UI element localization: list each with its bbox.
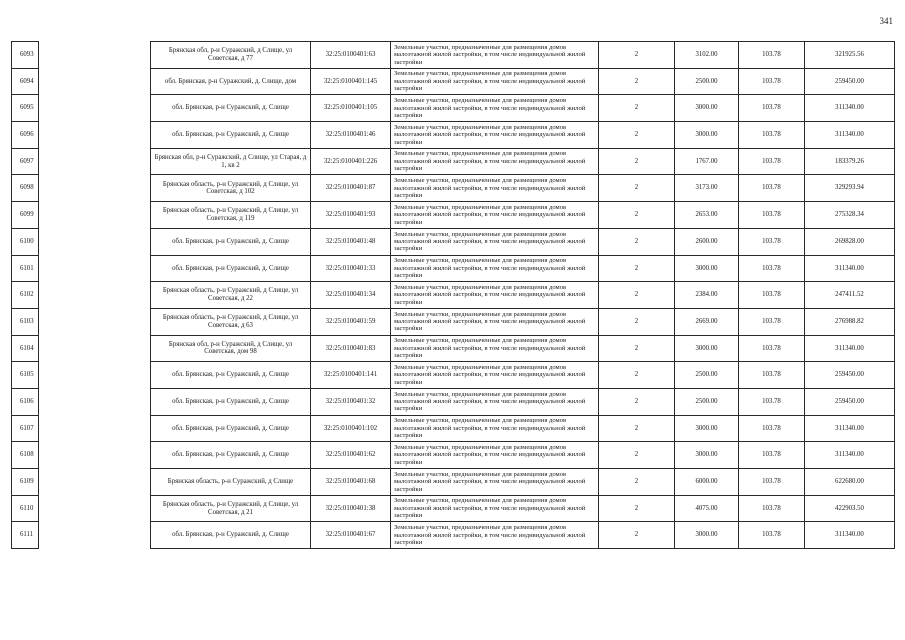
record-id: 6102 [12,282,39,309]
area-cell: 2500.00 [675,362,739,389]
rate-cell: 103.78 [739,335,805,362]
registry-rows [12,42,895,549]
cadastral-value-cell: 311340.00 [805,415,895,442]
record-id: 6096 [12,122,39,149]
rate-cell: 103.78 [739,68,805,95]
rate-cell: 103.78 [739,362,805,389]
land-purpose-cell: Земельные участки, предназначенные для размещения домов малоэтажной жилой застройки, в том числе индивидуальной жилой застройки [391,228,599,255]
cadastral-number-cell: 32:25:0100401:68 [311,469,391,496]
land-purpose-cell: Земельные участки, предназначенные для размещения домов малоэтажной жилой застройки, в том числе индивидуальной жилой застройки [391,255,599,282]
table-row [12,255,895,282]
record-id: 6101 [12,255,39,282]
land-purpose-cell: Земельные участки, предназначенные для размещения домов малоэтажной жилой застройки, в том числе индивидуальной жилой застройки [391,522,599,549]
land-purpose-cell: Земельные участки, предназначенные для размещения домов малоэтажной жилой застройки, в том числе индивидуальной жилой застройки [391,362,599,389]
group-cell: 2 [599,68,675,95]
rate-cell: 103.78 [739,42,805,69]
rate-cell: 103.78 [739,122,805,149]
address-cell: Брянская область, р-н Суражский, д Слище, ул Советская, д 119 [151,202,311,229]
land-purpose-cell: Земельные участки, предназначенные для размещения домов малоэтажной жилой застройки, в том числе индивидуальной жилой застройки [391,202,599,229]
group-cell: 2 [599,202,675,229]
cadastral-value-cell: 275328.34 [805,202,895,229]
spacer-cell [39,228,151,255]
record-id: 6100 [12,228,39,255]
cadastral-number-cell: 32:25:0100401:33 [311,255,391,282]
land-purpose-cell: Земельные участки, предназначенные для размещения домов малоэтажной жилой застройки, в том числе индивидуальной жилой застройки [391,95,599,122]
address-cell: Брянская область, р-н Суражский, д Слище, ул Советская, д 22 [151,282,311,309]
rate-cell: 103.78 [739,522,805,549]
record-id: 6098 [12,175,39,202]
area-cell: 3000.00 [675,95,739,122]
area-cell: 2384.00 [675,282,739,309]
group-cell: 2 [599,175,675,202]
area-cell: 3000.00 [675,442,739,469]
record-id: 6110 [12,495,39,522]
group-cell: 2 [599,308,675,335]
area-cell: 2500.00 [675,388,739,415]
table-row [12,95,895,122]
table-row [12,148,895,175]
spacer-cell [39,469,151,496]
cadastral-value-cell: 622680.00 [805,469,895,496]
cadastral-number-cell: 32:25:0100401:38 [311,495,391,522]
spacer-cell [39,522,151,549]
rate-cell: 103.78 [739,495,805,522]
address-cell: обл. Брянская, р-н Суражский, д. Слище [151,362,311,389]
land-purpose-cell: Земельные участки, предназначенные для размещения домов малоэтажной жилой застройки, в том числе индивидуальной жилой застройки [391,122,599,149]
land-purpose-cell: Земельные участки, предназначенные для размещения домов малоэтажной жилой застройки, в том числе индивидуальной жилой застройки [391,388,599,415]
cadastral-value-cell: 276988.82 [805,308,895,335]
address-cell: обл. Брянская, р-н Суражский, д. Слище [151,122,311,149]
spacer-cell [39,415,151,442]
table-row [12,175,895,202]
record-id: 6094 [12,68,39,95]
cadastral-number-cell: 32:25:0100401:34 [311,282,391,309]
group-cell: 2 [599,522,675,549]
address-cell: Брянская область, р-н Суражский, д Слище, ул Советская, д 63 [151,308,311,335]
address-cell: обл. Брянская, р-н Суражский, д. Слище [151,228,311,255]
table-row [12,495,895,522]
rate-cell: 103.78 [739,308,805,335]
address-cell: обл. Брянская, р-н Суражский, д. Слище [151,442,311,469]
record-id: 6109 [12,469,39,496]
area-cell: 2653.00 [675,202,739,229]
record-id: 6103 [12,308,39,335]
table-row [12,202,895,229]
area-cell: 3102.00 [675,42,739,69]
cadastral-number-cell: 32:25:0100401:32 [311,388,391,415]
table-row [12,282,895,309]
cadastral-value-cell: 259450.00 [805,388,895,415]
table-row [12,469,895,496]
cadastral-number-cell: 32:25:0100401:83 [311,335,391,362]
group-cell: 2 [599,122,675,149]
cadastral-value-cell: 183379.26 [805,148,895,175]
cadastral-number-cell: 32:25:0100401:93 [311,202,391,229]
table-row [12,442,895,469]
address-cell: обл. Брянская, р-н Суражский, д. Слище [151,388,311,415]
address-cell: Брянская область, р-н Суражский, д Слище, ул Советская, д 102 [151,175,311,202]
group-cell: 2 [599,42,675,69]
rate-cell: 103.78 [739,388,805,415]
rate-cell: 103.78 [739,175,805,202]
spacer-cell [39,68,151,95]
table-row [12,228,895,255]
spacer-cell [39,255,151,282]
spacer-cell [39,42,151,69]
registry-table [11,41,895,549]
rate-cell: 103.78 [739,148,805,175]
record-id: 6111 [12,522,39,549]
rate-cell: 103.78 [739,95,805,122]
table-row [12,388,895,415]
rate-cell: 103.78 [739,202,805,229]
table-row [12,522,895,549]
cadastral-number-cell: 32:25:0100401:63 [311,42,391,69]
record-id: 6093 [12,42,39,69]
land-purpose-cell: Земельные участки, предназначенные для размещения домов малоэтажной жилой застройки, в том числе индивидуальной жилой застройки [391,148,599,175]
rate-cell: 103.78 [739,415,805,442]
group-cell: 2 [599,469,675,496]
cadastral-number-cell: 32:25:0100401:46 [311,122,391,149]
area-cell: 1767.00 [675,148,739,175]
spacer-cell [39,335,151,362]
table-row [12,42,895,69]
address-cell: Брянская обл, р-н Суражский, д Слище, ул Старая, д 1, кв 2 [151,148,311,175]
area-cell: 3000.00 [675,122,739,149]
page-number: 341 [879,16,893,26]
area-cell: 3000.00 [675,415,739,442]
address-cell: Брянская обл, р-н Суражский, д Слище, ул Советская, д 77 [151,42,311,69]
rate-cell: 103.78 [739,469,805,496]
group-cell: 2 [599,362,675,389]
cadastral-value-cell: 311340.00 [805,335,895,362]
area-cell: 3000.00 [675,255,739,282]
spacer-cell [39,148,151,175]
record-id: 6104 [12,335,39,362]
address-cell: Брянская область, р-н Суражский, д Слище [151,469,311,496]
spacer-cell [39,308,151,335]
record-id: 6105 [12,362,39,389]
cadastral-value-cell: 422903.50 [805,495,895,522]
spacer-cell [39,282,151,309]
record-id: 6097 [12,148,39,175]
cadastral-value-cell: 311340.00 [805,255,895,282]
land-purpose-cell: Земельные участки, предназначенные для размещения домов малоэтажной жилой застройки, в том числе индивидуальной жилой застройки [391,68,599,95]
group-cell: 2 [599,495,675,522]
cadastral-value-cell: 311340.00 [805,522,895,549]
spacer-cell [39,442,151,469]
cadastral-value-cell: 311340.00 [805,95,895,122]
group-cell: 2 [599,442,675,469]
cadastral-value-cell: 311340.00 [805,122,895,149]
cadastral-value-cell: 247411.52 [805,282,895,309]
land-purpose-cell: Земельные участки, предназначенные для размещения домов малоэтажной жилой застройки, в том числе индивидуальной жилой застройки [391,469,599,496]
cadastral-number-cell: 32:25:0100401:62 [311,442,391,469]
land-purpose-cell: Земельные участки, предназначенные для размещения домов малоэтажной жилой застройки, в том числе индивидуальной жилой застройки [391,175,599,202]
land-purpose-cell: Земельные участки, предназначенные для размещения домов малоэтажной жилой застройки, в том числе индивидуальной жилой застройки [391,308,599,335]
group-cell: 2 [599,335,675,362]
record-id: 6106 [12,388,39,415]
table-row [12,335,895,362]
land-purpose-cell: Земельные участки, предназначенные для размещения домов малоэтажной жилой застройки, в том числе индивидуальной жилой застройки [391,42,599,69]
address-cell: обл. Брянская, р-н Суражский, д. Слище [151,415,311,442]
address-cell: Брянская обл, р-н Суражский, д Слище, ул Советская, дом 98 [151,335,311,362]
group-cell: 2 [599,255,675,282]
spacer-cell [39,122,151,149]
area-cell: 3173.00 [675,175,739,202]
group-cell: 2 [599,415,675,442]
cadastral-number-cell: 32:25:0100401:67 [311,522,391,549]
group-cell: 2 [599,388,675,415]
land-purpose-cell: Земельные участки, предназначенные для размещения домов малоэтажной жилой застройки, в том числе индивидуальной жилой застройки [391,442,599,469]
rate-cell: 103.78 [739,228,805,255]
area-cell: 4075.00 [675,495,739,522]
cadastral-number-cell: 32:25:0100401:87 [311,175,391,202]
group-cell: 2 [599,228,675,255]
cadastral-number-cell: 32:25:0100401:145 [311,68,391,95]
area-cell: 2669.00 [675,308,739,335]
record-id: 6095 [12,95,39,122]
land-purpose-cell: Земельные участки, предназначенные для размещения домов малоэтажной жилой застройки, в том числе индивидуальной жилой застройки [391,495,599,522]
address-cell: Брянская область, р-н Суражский, д Слище, ул Советская, д 21 [151,495,311,522]
cadastral-value-cell: 259450.00 [805,362,895,389]
rate-cell: 103.78 [739,282,805,309]
group-cell: 2 [599,148,675,175]
cadastral-number-cell: 32:25:0100401:102 [311,415,391,442]
land-purpose-cell: Земельные участки, предназначенные для размещения домов малоэтажной жилой застройки, в том числе индивидуальной жилой застройки [391,282,599,309]
area-cell: 6000.00 [675,469,739,496]
spacer-cell [39,202,151,229]
cadastral-value-cell: 321925.56 [805,42,895,69]
land-purpose-cell: Земельные участки, предназначенные для размещения домов малоэтажной жилой застройки, в том числе индивидуальной жилой застройки [391,335,599,362]
cadastral-value-cell: 269828.00 [805,228,895,255]
cadastral-value-cell: 259450.00 [805,68,895,95]
address-cell: обл. Брянская, р-н Суражский, д. Слище, дом [151,68,311,95]
address-cell: обл. Брянская, р-н Суражский, д. Слище [151,522,311,549]
cadastral-number-cell: 32:25:0100401:141 [311,362,391,389]
land-purpose-cell: Земельные участки, предназначенные для размещения домов малоэтажной жилой застройки, в том числе индивидуальной жилой застройки [391,415,599,442]
table-row [12,308,895,335]
spacer-cell [39,362,151,389]
spacer-cell [39,175,151,202]
cadastral-number-cell: 32:25:0100401:48 [311,228,391,255]
area-cell: 2600.00 [675,228,739,255]
area-cell: 2500.00 [675,68,739,95]
spacer-cell [39,95,151,122]
area-cell: 3000.00 [675,522,739,549]
spacer-cell [39,495,151,522]
table-row [12,415,895,442]
group-cell: 2 [599,95,675,122]
group-cell: 2 [599,282,675,309]
cadastral-value-cell: 311340.00 [805,442,895,469]
spacer-cell [39,388,151,415]
cadastral-number-cell: 32:25:0100401:226 [311,148,391,175]
record-id: 6107 [12,415,39,442]
cadastral-value-cell: 329293.94 [805,175,895,202]
table-row [12,122,895,149]
table-row [12,68,895,95]
cadastral-number-cell: 32:25:0100401:59 [311,308,391,335]
table-row [12,362,895,389]
address-cell: обл. Брянская, р-н Суражский, д. Слище [151,255,311,282]
cadastral-number-cell: 32:25:0100401:105 [311,95,391,122]
rate-cell: 103.78 [739,442,805,469]
address-cell: обл. Брянская, р-н Суражский, д. Слище [151,95,311,122]
area-cell: 3000.00 [675,335,739,362]
record-id: 6108 [12,442,39,469]
rate-cell: 103.78 [739,255,805,282]
record-id: 6099 [12,202,39,229]
